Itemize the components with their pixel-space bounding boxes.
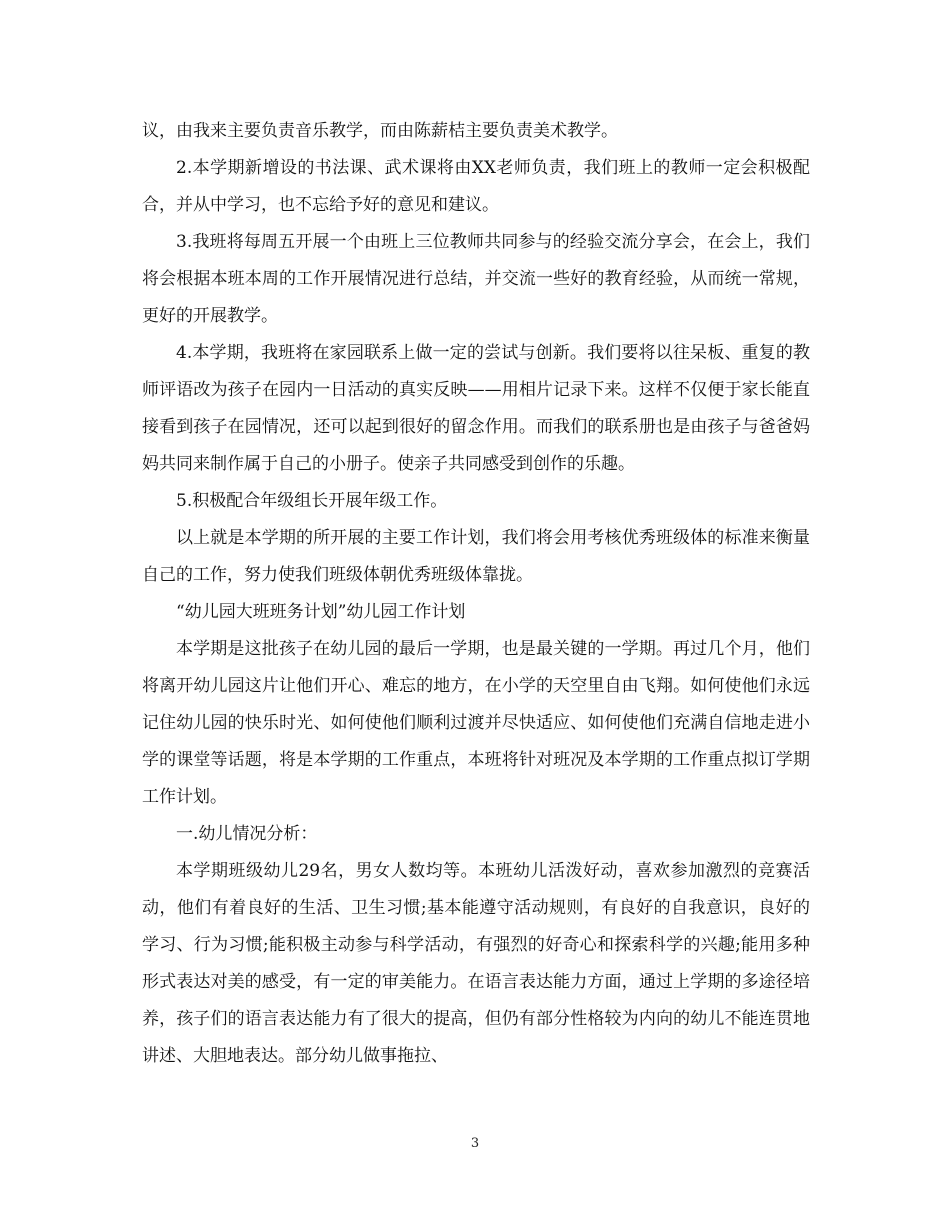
paragraph-intro: 本学期是这批孩子在幼儿园的最后一学期，也是最关键的一学期。再过几个月，他们将离开幼儿园这片让他们开心、难忘的地方，在小学的天空里自由飞翔。如何使他们永远记住幼儿园的快乐时光、如何使他们顺利过渡并尽快适应、如何使他们充满自信地走进小学的课堂等话题，将是本学期的工作重点，本班将针对班况及本学期的工作重点拟订学期工作计划。	[142, 639, 810, 807]
paragraph-item-3: 3.我班将每周五开展一个由班上三位教师共同参与的经验交流分享会，在会上，我们将会根据本班本周的工作开展情况进行总结，并交流一些好的教育经验，从而统一常规，更好的开展教学。	[142, 232, 810, 326]
paragraph-item-5: 5.积极配合年级组长开展年级工作。	[176, 491, 448, 511]
paragraph-item-4: 4.本学期，我班将在家园联系上做一定的尝试与创新。我们要将以往呆板、重复的教师评语改为孩子在园内一日活动的真实反映——用相片记录下来。这样不仅便于家长能直接看到孩子在园情况，还可以起到很好的留念作用。而我们的联系册也是由孩子与爸爸妈妈共同来制作属于自己的小册子。使亲子共同感受到创作的乐趣。	[142, 343, 810, 474]
paragraph-analysis: 本学期班级幼儿29名，男女人数均等。本班幼儿活泼好动，喜欢参加激烈的竞赛活动，他们有着良好的生活、卫生习惯;基本能遵守活动规则，有良好的自我意识，良好的学习、行为习惯;能积极主动参与科学活动，有强烈的好奇心和探索科学的兴趣;能用多种形式表达对美的感受，有一定的审美能力。在语言表达能力方面，通过上学期的多途径培养，孩子们的语言表达能力有了很大的提高，但仍有部分性格较为内向的幼儿不能连贯地讲述、大胆地表达。部分幼儿做事拖拉、	[142, 861, 810, 1066]
section-title: “幼儿园大班班务计划”幼儿园工作计划	[176, 602, 466, 622]
body-text	[142, 113, 810, 1075]
paragraph-continuation: 议，由我来主要负责音乐教学，而由陈薪桔主要负责美术教学。	[142, 121, 618, 141]
paragraph-item-2: 2.本学期新增设的书法课、武术课将由XX老师负责，我们班上的教师一定会积极配合，并从中学习，也不忘给予好的意见和建议。	[142, 158, 810, 215]
page-number: 3	[470, 1136, 480, 1151]
section-heading-analysis: 一.幼儿情况分析：	[176, 824, 318, 844]
paragraph-summary: 以上就是本学期的所开展的主要工作计划，我们将会用考核优秀班级体的标准来衡量自己的工作，努力使我们班级体朝优秀班级体靠拢。	[142, 528, 810, 585]
